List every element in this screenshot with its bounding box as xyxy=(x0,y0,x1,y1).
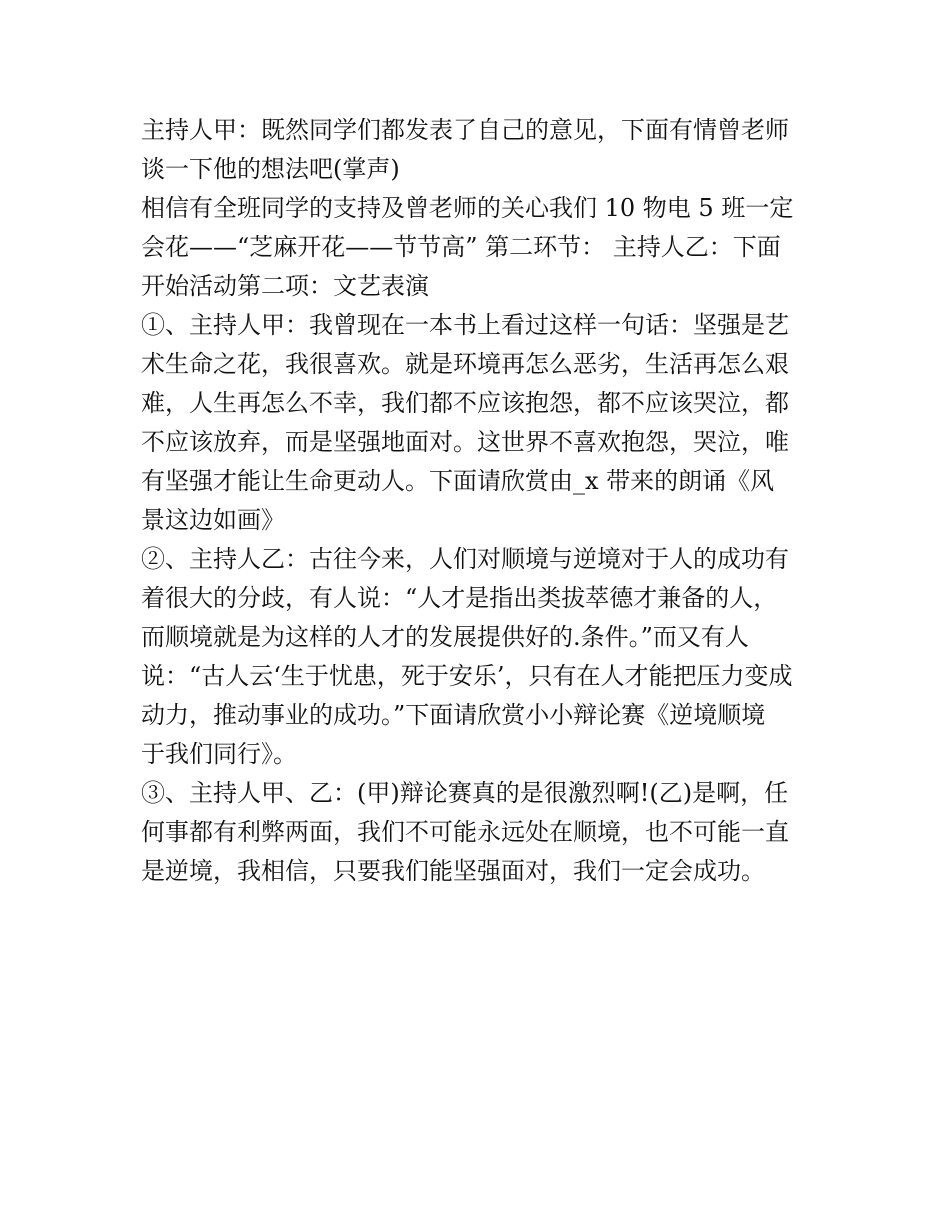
text-line: ③、主持人甲、乙：(甲)辩论赛真的是很激烈啊!(乙)是啊，任 xyxy=(141,779,789,807)
text-line: 会花——“芝麻开花——节节高” 第二环节： 主持人乙：下面 xyxy=(141,233,781,261)
text-line: 难，人生再怎么不幸，我们都不应该抱怨，都不应该哭泣，都 xyxy=(141,389,789,417)
document-body xyxy=(141,111,816,891)
text-line: 动力，推动事业的成功。”下面请欣赏小小辩论赛《逆境顺境 xyxy=(141,701,766,729)
text-line: ①、主持人甲：我曾现在一本书上看过这样一句话：坚强是艺 xyxy=(141,311,789,339)
text-line: 不应该放弃，而是坚强地面对。这世界不喜欢抱怨，哭泣，唯 xyxy=(141,428,789,456)
text-line: 于我们同行》。 xyxy=(141,740,297,768)
text-line: 有坚强才能让生命更动人。下面请欣赏由_x 带来的朗诵《风 xyxy=(141,467,775,495)
text-line: 景这边如画》 xyxy=(141,506,285,534)
text-line: 说：“古人云‘生于忧患，死于安乐’，只有在人才能把压力变成 xyxy=(141,662,793,690)
text-line: 谈一下他的想法吧(掌声) xyxy=(141,155,400,183)
text-line: 何事都有利弊两面，我们不可能永远处在顺境，也不可能一直 xyxy=(141,818,789,846)
text-line: 开始活动第二项：文艺表演 xyxy=(141,272,429,300)
text-line: 而顺境就是为这样的人才的发展提供好的.条件。”而又有人 xyxy=(141,623,749,651)
text-line: 术生命之花，我很喜欢。就是环境再怎么恶劣，生活再怎么艰 xyxy=(141,350,789,378)
text-line: 相信有全班同学的支持及曾老师的关心我们 10 物电 5 班一定 xyxy=(141,194,794,222)
text-line: 着很大的分歧，有人说：“人才是指出类拔萃德才兼备的人， xyxy=(141,584,778,612)
text-line: ②、主持人乙：古往今来，人们对顺境与逆境对于人的成功有 xyxy=(141,545,789,573)
text-line: 主持人甲：既然同学们都发表了自己的意见，下面有情曾老师 xyxy=(141,116,789,144)
text-line: 是逆境，我相信，只要我们能坚强面对，我们一定会成功。 xyxy=(141,857,765,885)
